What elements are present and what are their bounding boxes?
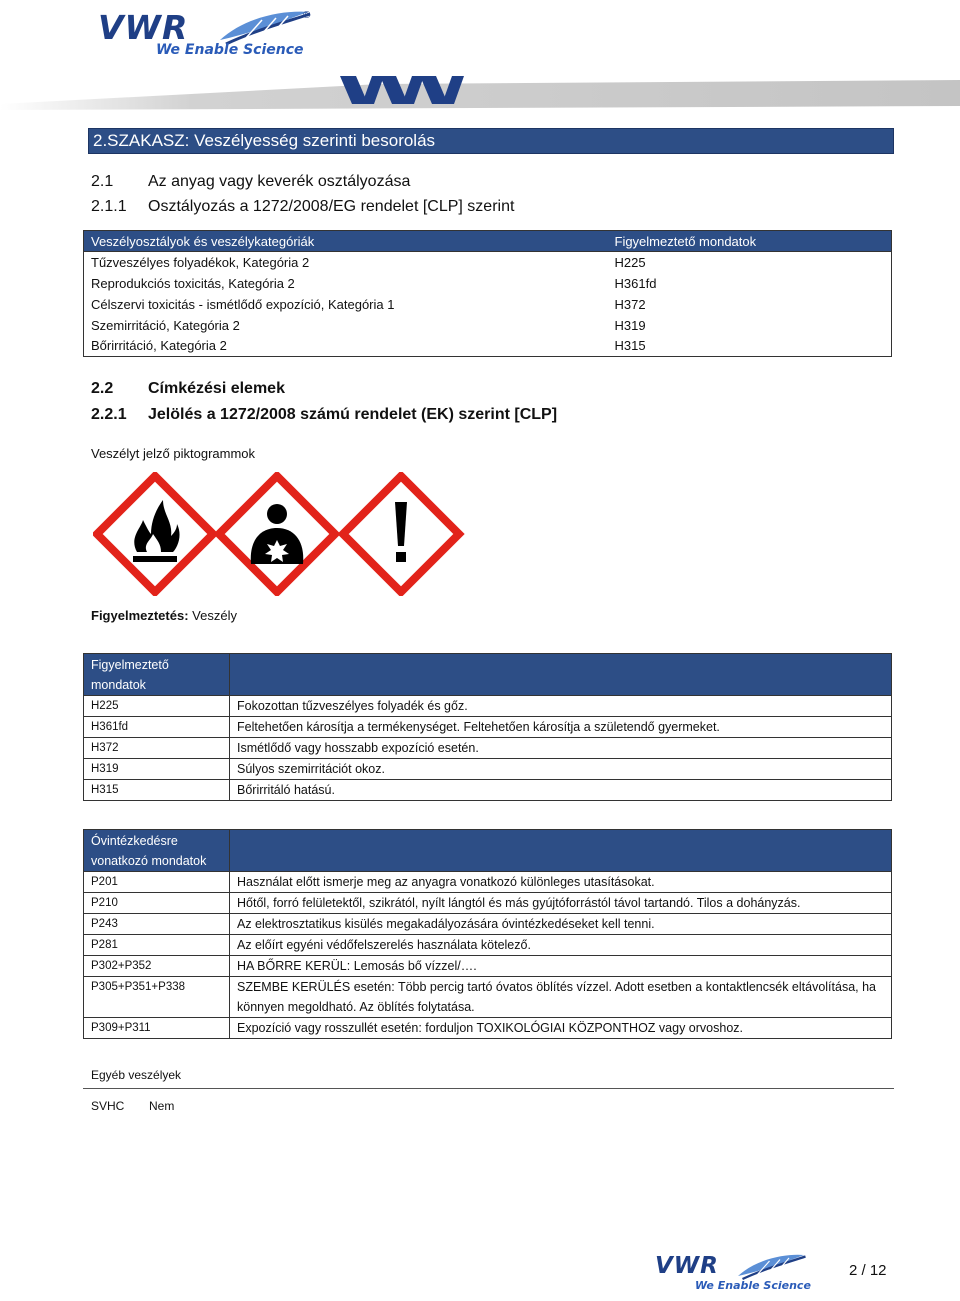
column-header-empty bbox=[230, 654, 892, 696]
table-row bbox=[84, 315, 892, 336]
signal-label: Figyelmeztetés: bbox=[91, 608, 189, 623]
p-code-cell: P243 bbox=[84, 914, 230, 935]
pictogram-row bbox=[93, 472, 493, 596]
heading-text: Címkézési elemek bbox=[148, 380, 285, 397]
heading-text: Az anyag vagy keverék osztályozása bbox=[148, 173, 411, 190]
statement-cell: Hőtől, forró felületektől, szikrától, nyílt lángtól és más gyújtóforrástól távol tartandó. Tilos a dohányzás. bbox=[230, 893, 892, 914]
statement-cell: HA BŐRRE KERÜL: Lemosás bő vízzel/…. bbox=[230, 956, 892, 977]
p-code-cell: P305+P351+P338 bbox=[84, 977, 230, 1018]
hazard-class-cell: Reprodukciós toxicitás, Kategória 2 bbox=[84, 273, 608, 294]
table-row bbox=[84, 759, 892, 780]
h-code-cell: H225 bbox=[608, 252, 892, 273]
heading-number: 2.1.1 bbox=[91, 198, 127, 215]
header-band bbox=[0, 70, 960, 112]
table-row bbox=[84, 872, 892, 893]
table-row bbox=[84, 252, 892, 273]
column-header: Veszélyosztályok és veszélykategóriák bbox=[84, 231, 608, 252]
footer-vwr-logo bbox=[655, 1253, 815, 1295]
pictograms-label: Veszélyt jelző piktogrammok bbox=[91, 446, 256, 461]
statement-cell: Súlyos szemirritációt okoz. bbox=[230, 759, 892, 780]
hazard-class-cell: Szemirritáció, Kategória 2 bbox=[84, 315, 608, 336]
table-row bbox=[84, 336, 892, 357]
statement-cell: Bőrirritáló hatású. bbox=[230, 780, 892, 801]
leaf-swoosh-icon bbox=[735, 1253, 807, 1281]
hazard-class-cell: Bőrirritáció, Kategória 2 bbox=[84, 336, 608, 357]
h-code-cell: H225 bbox=[84, 696, 230, 717]
signal-value: Veszély bbox=[192, 608, 237, 623]
p-code-cell: P201 bbox=[84, 872, 230, 893]
heading-2-2 bbox=[91, 380, 285, 398]
hazard-statements-table bbox=[83, 653, 892, 801]
heading-text: Osztályozás a 1272/2008/EG rendelet [CLP] szerint bbox=[148, 198, 515, 215]
page-number: 2 / 12 bbox=[849, 1262, 887, 1279]
logo-wordmark: VWR bbox=[655, 1253, 719, 1279]
statement-cell: Ismétlődő vagy hosszabb expozíció esetén. bbox=[230, 738, 892, 759]
statement-cell: Fokozottan tűzveszélyes folyadék és gőz. bbox=[230, 696, 892, 717]
table-row bbox=[84, 935, 892, 956]
table-row bbox=[84, 1018, 892, 1039]
table-row bbox=[84, 273, 892, 294]
table-row bbox=[84, 780, 892, 801]
table-header-row bbox=[84, 654, 892, 696]
h-code-cell: H361fd bbox=[84, 717, 230, 738]
table-row bbox=[84, 717, 892, 738]
column-header: Figyelmeztető mondatok bbox=[84, 654, 230, 696]
column-header: Óvintézkedésre vonatkozó mondatok bbox=[84, 830, 230, 872]
hazard-class-cell: Célszervi toxicitás - ismétlődő expozíció, Kategória 1 bbox=[84, 294, 608, 315]
logo-wordmark: VWR bbox=[98, 8, 189, 47]
heading-2-1 bbox=[91, 173, 410, 191]
p-code-cell: P302+P352 bbox=[84, 956, 230, 977]
h-code-cell: H361fd bbox=[608, 273, 892, 294]
precautionary-statements-table bbox=[83, 829, 892, 1039]
statement-cell: Használat előtt ismerje meg az anyagra vonatkozó különleges utasításokat. bbox=[230, 872, 892, 893]
p-code-cell: P309+P311 bbox=[84, 1018, 230, 1039]
svhc-value: Nem bbox=[149, 1099, 175, 1113]
p-code-cell: P281 bbox=[84, 935, 230, 956]
classification-table bbox=[83, 230, 892, 357]
column-header-empty bbox=[230, 830, 892, 872]
table-row bbox=[84, 696, 892, 717]
health-hazard-icon bbox=[219, 476, 335, 592]
table-row bbox=[84, 738, 892, 759]
statement-cell: SZEMBE KERÜLÉS esetén: Több percig tartó óvatos öblítés vízzel. Adott esetben a kontaktlencsék eltávolítása, ha könnyen megoldható. Az öblítés folytatása. bbox=[230, 977, 892, 1018]
svhc-label: SVHC bbox=[91, 1099, 125, 1113]
signal-word bbox=[91, 608, 237, 623]
heading-2-1-1 bbox=[91, 198, 514, 216]
logo-tagline: We Enable Science bbox=[695, 1279, 811, 1292]
table-row bbox=[84, 914, 892, 935]
logo-tagline: We Enable Science bbox=[156, 42, 304, 58]
flame-icon bbox=[97, 476, 213, 592]
h-code-cell: H315 bbox=[84, 780, 230, 801]
hazard-class-cell: Tűzveszélyes folyadékok, Kategória 2 bbox=[84, 252, 608, 273]
table-row bbox=[84, 956, 892, 977]
h-code-cell: H372 bbox=[608, 294, 892, 315]
registered-icon: ® bbox=[303, 10, 311, 21]
divider bbox=[83, 1088, 894, 1089]
heading-number: 2.2.1 bbox=[91, 406, 127, 423]
statement-cell: Az elektrosztatikus kisülés megakadályozására óvintézkedéseket kell tenni. bbox=[230, 914, 892, 935]
heading-number: 2.2 bbox=[91, 380, 114, 397]
h-code-cell: H315 bbox=[608, 336, 892, 357]
heading-text: Jelölés a 1272/2008 számú rendelet (EK) szerint [CLP] bbox=[148, 406, 558, 423]
other-hazards-title: Egyéb veszélyek bbox=[91, 1068, 182, 1082]
statement-cell: Feltehetően károsítja a termékenységet. Feltehetően károsítja a születendő gyermeket. bbox=[230, 717, 892, 738]
p-code-cell: P210 bbox=[84, 893, 230, 914]
exclamation-icon bbox=[343, 476, 459, 592]
column-header: Figyelmeztető mondatok bbox=[608, 231, 892, 252]
table-row bbox=[84, 977, 892, 1018]
vwr-logo bbox=[98, 8, 318, 60]
heading-2-2-1 bbox=[91, 406, 557, 424]
section-title: 2.SZAKASZ: Veszélyesség szerinti besorolás bbox=[88, 128, 894, 154]
statement-cell: Az előírt egyéni védőfelszerelés használata kötelező. bbox=[230, 935, 892, 956]
h-code-cell: H319 bbox=[608, 315, 892, 336]
h-code-cell: H372 bbox=[84, 738, 230, 759]
table-header-row bbox=[84, 231, 892, 252]
table-row bbox=[84, 294, 892, 315]
table-header-row bbox=[84, 830, 892, 872]
leaf-swoosh-icon bbox=[216, 10, 312, 46]
table-row bbox=[84, 893, 892, 914]
h-code-cell: H319 bbox=[84, 759, 230, 780]
heading-number: 2.1 bbox=[91, 173, 114, 190]
statement-cell: Expozíció vagy rosszullét esetén: forduljon TOXIKOLÓGIAI KÖZPONTHOZ vagy orvoshoz. bbox=[230, 1018, 892, 1039]
